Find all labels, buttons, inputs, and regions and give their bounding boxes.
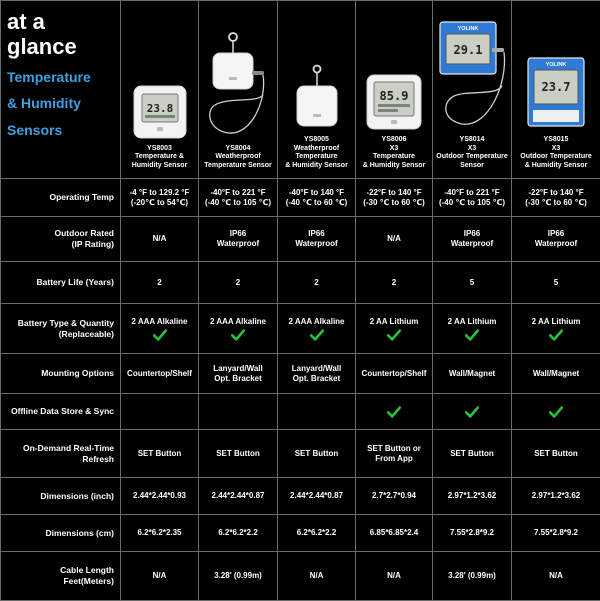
ys8003-screen-reading: 23.8 <box>146 102 173 115</box>
table-cell: 2 <box>199 262 278 304</box>
row-mounting-options <box>1 354 600 394</box>
chart-title: at a glance <box>7 9 114 60</box>
ys8004-sensor-image <box>203 31 273 139</box>
table-cell: 2 AA Lithium <box>512 304 600 354</box>
table-cell <box>433 394 512 430</box>
table-cell: 6.2*6.2*2.35 <box>121 515 199 552</box>
table-cell: 2.7*2.7*0.94 <box>356 478 433 515</box>
table-cell <box>199 394 278 430</box>
check-icon <box>549 406 563 418</box>
table-cell: 2 AA Lithium <box>356 304 433 354</box>
table-cell: -22°F to 140 °F (-30 ℃ to 60 ℃) <box>512 179 600 217</box>
table-cell: 2 AAA Alkaline <box>278 304 356 354</box>
table-cell <box>512 394 600 430</box>
check-icon <box>310 329 324 341</box>
product-label: YS8014 X3 Outdoor Temperature Sensor <box>435 136 509 170</box>
table-cell: 7.55*2.8*9.2 <box>512 515 600 552</box>
table-cell: -40°F to 140 °F (-40 ℃ to 60 ℃) <box>278 179 356 217</box>
table-cell: -22°F to 140 °F (-30 ℃ to 60 ℃) <box>356 179 433 217</box>
check-icon <box>387 329 401 341</box>
table-cell: N/A <box>121 552 199 601</box>
table-cell: IP66 Waterproof <box>433 217 512 262</box>
row-offline-data <box>1 394 600 430</box>
row-label: On-Demand Real-Time Refresh <box>1 430 121 478</box>
ys8014-screen-reading: 29.1 <box>454 43 483 57</box>
row-label: Dimensions (cm) <box>1 515 121 552</box>
table-cell: 2.97*1.2*3.62 <box>512 478 600 515</box>
table-cell: N/A <box>278 552 356 601</box>
ys8015-sensor-image <box>525 56 587 130</box>
row-battery-type <box>1 304 600 354</box>
table-cell: 2 <box>121 262 199 304</box>
table-cell: 2.44*2.44*0.93 <box>121 478 199 515</box>
subtitle-line-3: Sensors <box>7 122 62 138</box>
row-cable-length <box>1 552 600 601</box>
table-cell: Lanyard/Wall Opt. Bracket <box>278 354 356 394</box>
ys8005-sensor-image <box>294 64 340 130</box>
header-row <box>1 1 600 179</box>
product-ys8014 <box>433 1 512 179</box>
row-label: Operating Temp <box>1 179 121 217</box>
table-cell: N/A <box>356 217 433 262</box>
row-label: Offline Data Store & Sync <box>1 394 121 430</box>
check-icon <box>387 406 401 418</box>
table-cell: N/A <box>121 217 199 262</box>
table-cell: 5 <box>433 262 512 304</box>
table-cell: SET Button <box>433 430 512 478</box>
table-cell: Lanyard/Wall Opt. Bracket <box>199 354 278 394</box>
product-ys8015 <box>512 1 600 179</box>
row-label: Cable Length Feet(Meters) <box>1 552 121 601</box>
table-cell: 2.44*2.44*0.87 <box>199 478 278 515</box>
table-cell: Wall/Magnet <box>433 354 512 394</box>
check-icon <box>549 329 563 341</box>
table-cell: 2.44*2.44*0.87 <box>278 478 356 515</box>
ys8014-sensor-image <box>436 20 508 130</box>
product-label: YS8003 Temperature & Humidity Sensor <box>123 145 196 170</box>
table-cell: IP66 Waterproof <box>512 217 600 262</box>
row-label: Dimensions (inch) <box>1 478 121 515</box>
product-ys8006 <box>356 1 433 179</box>
table-cell: N/A <box>512 552 600 601</box>
table-cell: 2 <box>356 262 433 304</box>
table-cell: 2 AA Lithium <box>433 304 512 354</box>
table-cell: 6.85*6.85*2.4 <box>356 515 433 552</box>
table-cell: 2.97*1.2*3.62 <box>433 478 512 515</box>
row-dimensions-cm <box>1 515 600 552</box>
table-cell: SET Button or From App <box>356 430 433 478</box>
table-cell: SET Button <box>199 430 278 478</box>
chart-subtitle <box>7 64 114 144</box>
ys8006-screen-reading: 85.9 <box>380 89 409 103</box>
table-cell <box>278 394 356 430</box>
product-label: YS8005 Weatherproof Temperature & Humidity Sensor <box>280 136 353 170</box>
table-cell: Countertop/Shelf <box>121 354 199 394</box>
subtitle-line-2: & Humidity <box>7 95 81 111</box>
table-cell: -40°F to 221 °F (-40 ℃ to 105 ℃) <box>433 179 512 217</box>
table-cell: 5 <box>512 262 600 304</box>
ys8015-screen-reading: 23.7 <box>542 80 571 94</box>
table-cell: 3.28' (0.99m) <box>199 552 278 601</box>
ys8003-sensor-image <box>133 85 187 139</box>
table-cell: 2 AAA Alkaline <box>199 304 278 354</box>
row-label: Battery Type & Quantity (Replaceable) <box>1 304 121 354</box>
table-cell: 3.28' (0.99m) <box>433 552 512 601</box>
table-cell: SET Button <box>512 430 600 478</box>
product-label: YS8015 X3 Outdoor Temperature & Humidity Sensor <box>514 136 598 170</box>
table-cell: 6.2*6.2*2.2 <box>199 515 278 552</box>
table-cell: 6.2*6.2*2.2 <box>278 515 356 552</box>
product-ys8004 <box>199 1 278 179</box>
table-cell: Wall/Magnet <box>512 354 600 394</box>
table-cell: Countertop/Shelf <box>356 354 433 394</box>
row-label: Mounting Options <box>1 354 121 394</box>
table-cell: IP66 Waterproof <box>278 217 356 262</box>
product-label: YS8004 Weatherproof Temperature Sensor <box>201 145 275 170</box>
row-outdoor-rated <box>1 217 600 262</box>
ys8015-brand-logo: YOLINK <box>546 62 567 68</box>
check-icon <box>465 406 479 418</box>
table-cell: N/A <box>356 552 433 601</box>
ys8006-sensor-image <box>366 74 422 130</box>
row-refresh <box>1 430 600 478</box>
table-cell: -40°F to 221 °F (-40 ℃ to 105 ℃) <box>199 179 278 217</box>
subtitle-line-1: Temperature <box>7 69 91 85</box>
title-cell <box>1 1 121 179</box>
row-battery-life <box>1 262 600 304</box>
ys8014-brand-logo: YOLINK <box>458 26 479 32</box>
product-ys8003 <box>121 1 199 179</box>
row-operating-temp <box>1 179 600 217</box>
product-label: YS8006 X3 Temperature & Humidity Sensor <box>358 136 430 170</box>
table-cell <box>356 394 433 430</box>
row-label: Battery Life (Years) <box>1 262 121 304</box>
check-icon <box>231 329 245 341</box>
table-cell: -4 °F to 129.2 °F (-20℃ to 54℃) <box>121 179 199 217</box>
check-icon <box>153 329 167 341</box>
product-ys8005 <box>278 1 356 179</box>
table-cell: 7.55*2.8*9.2 <box>433 515 512 552</box>
table-cell: SET Button <box>121 430 199 478</box>
table-cell: 2 <box>278 262 356 304</box>
table-cell: IP66 Waterproof <box>199 217 278 262</box>
row-dimensions-inch <box>1 478 600 515</box>
row-label: Outdoor Rated (IP Rating) <box>1 217 121 262</box>
table-cell <box>121 394 199 430</box>
check-icon <box>465 329 479 341</box>
table-cell: SET Button <box>278 430 356 478</box>
table-cell: 2 AAA Alkaline <box>121 304 199 354</box>
